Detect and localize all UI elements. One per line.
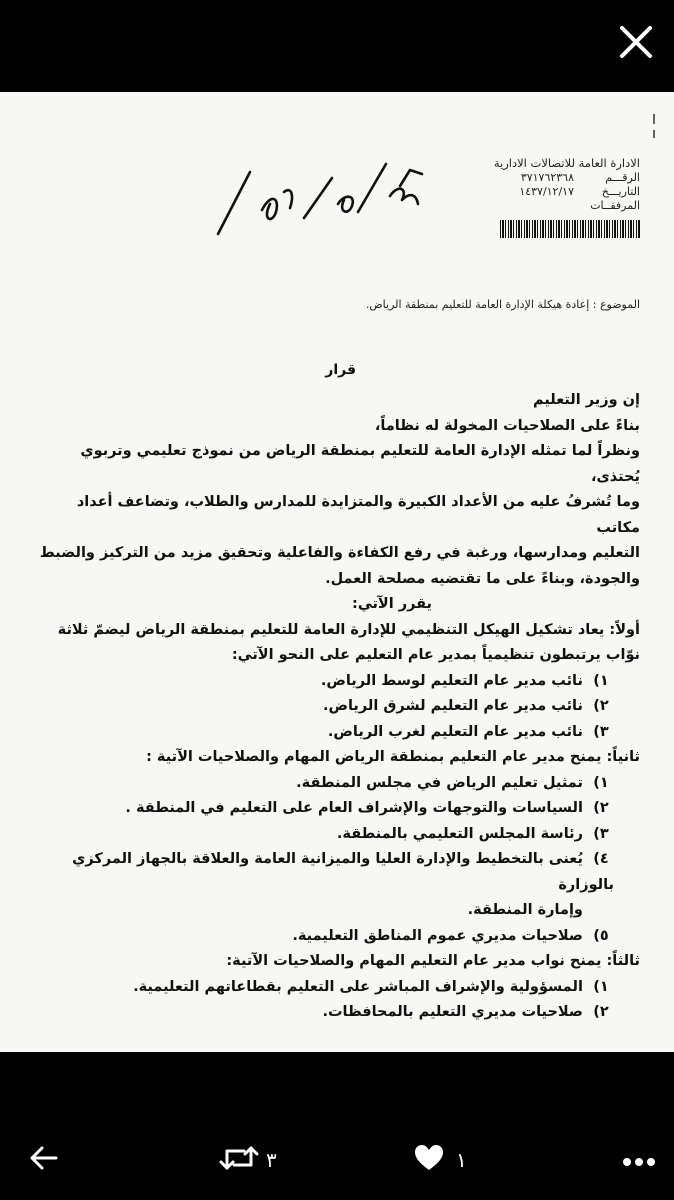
list-item <box>30 771 640 797</box>
list-item <box>30 847 640 898</box>
item-text: وإمارة المنطقة. <box>467 902 583 918</box>
doc-line: إن وزير التعليم <box>533 392 640 408</box>
list-item <box>30 1000 640 1026</box>
header-value: ٣٧١٧٦٢٣٦٨ <box>520 171 574 184</box>
list-item <box>30 694 640 720</box>
heart-icon <box>414 1144 444 1172</box>
list-item <box>30 720 640 746</box>
reply-button[interactable] <box>28 1144 60 1172</box>
header-row-date <box>420 185 640 199</box>
list-item <box>30 669 640 695</box>
like-button[interactable] <box>414 1144 444 1172</box>
doc-line: والجودة، وبناءً على ما تقتضيه مصلحة العمل. <box>325 570 640 587</box>
document-title: قرار <box>325 362 356 378</box>
list-item <box>30 975 640 1001</box>
document-header <box>420 156 640 213</box>
doc-line: نوّاب يرتبطون تنظيمياً بمدير عام التعليم على النحو الآتي: <box>231 647 640 663</box>
doc-line: بناءً على الصلاحيات المخولة له نظاماً، <box>374 417 640 434</box>
item-number: ١) <box>593 978 609 995</box>
header-label: التاريـــخ <box>601 185 640 198</box>
issuing-department: الادارة العامة للاتصالات الادارية <box>493 156 640 170</box>
item-text: السياسات والتوجهات والإشراف العام على التعليم في المنطقة . <box>125 800 583 816</box>
handwritten-date <box>210 134 440 244</box>
retweet-button[interactable] <box>218 1144 260 1172</box>
header-value: ١٤٣٧/١٢/١٧ <box>519 185 574 198</box>
doc-line: ثالثاً: يمنح نواب مدير عام التعليم المهام والصلاحيات الآتية: <box>226 953 640 969</box>
retweet-count: ٣ <box>266 1148 277 1172</box>
item-text: رئاسة المجلس التعليمي بالمنطقة. <box>336 825 583 842</box>
item-number: ١) <box>593 774 609 791</box>
header-row-number <box>420 171 640 185</box>
doc-line: ونظراً لما تمثله الإدارة العامة للتعليم بمنطقة الرياض من نموذج تعليمي وتربوي يُحتذى، <box>80 443 640 485</box>
like-count: ١ <box>456 1148 467 1172</box>
item-text: صلاحيات مديري عموم المناطق التعليمية. <box>292 927 583 944</box>
close-button[interactable] <box>616 22 656 62</box>
list-item <box>30 796 640 822</box>
item-text: نائب مدير عام التعليم لوسط الرياض. <box>320 672 583 689</box>
item-number: ٣) <box>593 825 609 842</box>
list-item <box>30 822 640 848</box>
scan-mark <box>650 112 658 152</box>
doc-line: أولاً: يعاد تشكيل الهيكل التنظيمي للإدارة العامة للتعليم بمنطقة الرياض ليضمّ ثلاثة <box>57 621 640 638</box>
reply-icon <box>28 1144 60 1172</box>
doc-line: يقرر الآتي: <box>352 596 432 612</box>
item-number: ١) <box>593 672 609 689</box>
item-text: تمثيل تعليم الرياض في مجلس المنطقة. <box>296 774 583 791</box>
item-text: صلاحيات مديري التعليم بالمحافظات. <box>322 1004 583 1020</box>
header-label: المرفقــات <box>590 199 640 212</box>
item-number: ٢) <box>593 698 609 714</box>
item-number: ٢) <box>593 800 609 816</box>
list-item-continuation <box>30 898 640 924</box>
more-button[interactable] <box>622 1152 656 1162</box>
document <box>0 92 674 1052</box>
doc-line: ثانياً: يمنح مدير عام التعليم بمنطقة الرياض المهام والصلاحيات الآتية : <box>146 749 640 765</box>
item-text: نائب مدير عام التعليم لشرق الرياض. <box>322 698 583 714</box>
action-bar <box>0 1052 674 1200</box>
item-number: ٢) <box>593 1004 609 1020</box>
barcode <box>500 220 640 238</box>
document-body <box>30 388 640 1026</box>
header-label: الرقـــم <box>605 171 640 184</box>
header-row-attachments <box>420 199 640 213</box>
item-text: المسؤولية والإشراف المباشر على التعليم بقطاعاتهم التعليمية. <box>133 978 583 995</box>
close-icon <box>616 22 656 62</box>
doc-line: وما تُشرفُ عليه من الأعداد الكبيرة والمتزايدة للمدارس والطلاب، وتضاعف أعداد مكاتب <box>76 494 640 536</box>
more-icon <box>622 1157 656 1167</box>
doc-line: التعليم ومدارسها، ورغبة في رفع الكفاءة والفاعلية وتحقيق مزيد من التركيز والضبط <box>39 545 640 561</box>
item-text: نائب مدير عام التعليم لغرب الرياض. <box>327 723 583 740</box>
item-text: يُعنى بالتخطيط والإدارة العليا والميزانية العامة والعلاقة بالجهاز المركزي بالوزارة <box>72 851 614 893</box>
item-number: ٥) <box>593 927 609 944</box>
list-item <box>30 924 640 950</box>
document-image[interactable] <box>0 92 674 1052</box>
item-number: ٣) <box>593 723 609 740</box>
document-subject: الموضوع : إعادة هيكلة الإدارة العامة للتعليم بمنطقة الرياض. <box>365 298 640 311</box>
item-number: ٤) <box>593 851 609 867</box>
top-bar <box>0 0 674 92</box>
retweet-icon <box>218 1144 260 1172</box>
